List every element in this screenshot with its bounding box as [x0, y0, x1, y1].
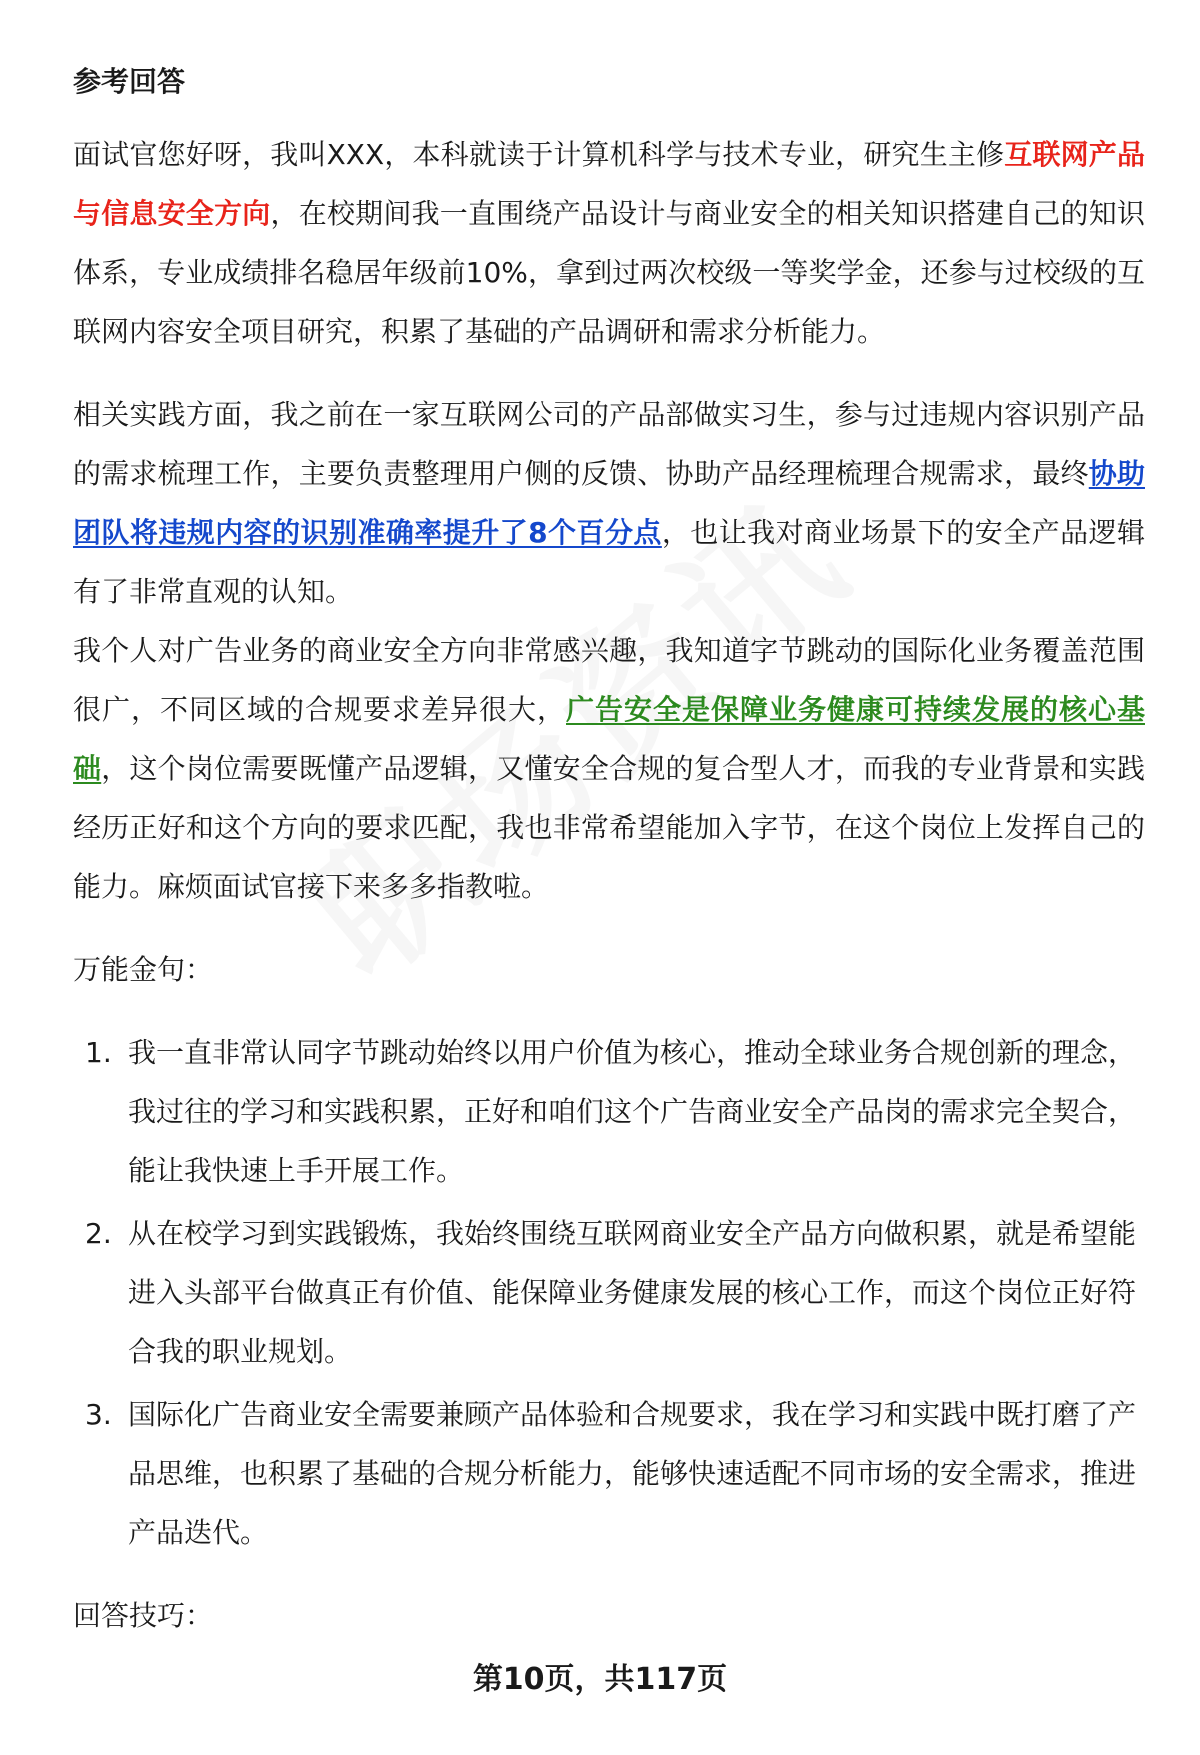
- interest-text-2: ，这个岗位需要既懂产品逻辑，又懂安全合规的复合型人才，而我的专业背景和实践经历正好和这个方向的要求匹配，我也非常希望能加入字节，在这个岗位上发挥自己的能力。麻烦面试官接下来多多指教啦。: [73, 752, 1145, 903]
- practice-highlight: 协助团队将违规内容的识别准确率提升了8个百分点: [73, 457, 1145, 549]
- list-item-text: 国际化广告商业安全需要兼顾产品体验和合规要求，我在学习和实践中既打磨了产品思维，也积累了基础的合规分析能力，能够快速适配不同市场的安全需求，推进产品迭代。: [128, 1398, 1137, 1549]
- practice-paragraph: [73, 385, 1145, 621]
- intro-text-1: 面试官您好呀，我叫XXX，本科就读于计算机科学与技术专业，研究生主修: [73, 138, 1005, 171]
- phrases-list: [73, 1023, 1145, 1562]
- list-item: [73, 1204, 1145, 1381]
- page-number: 第10页，共117页: [472, 1662, 728, 1697]
- list-item-text: 从在校学习到实践锻炼，我始终围绕互联网商业安全产品方向做积累，就是希望能进入头部平台做真正有价值、能保障业务健康发展的核心工作，而这个岗位正好符合我的职业规划。: [128, 1217, 1137, 1368]
- list-item: [73, 1385, 1145, 1562]
- interest-text-1: 我个人对广告业务的商业安全方向非常感兴趣，我知道字节跳动的国际化业务覆盖范围很广，不同区域的合规要求差异很大，: [73, 634, 1145, 726]
- intro-text-2: ，在校期间我一直围绕产品设计与商业安全的相关知识搭建自己的知识体系，专业成绩排名稳居年级前10%，拿到过两次校级一等奖学金，还参与过校级的互联网内容安全项目研究，积累了基础的产品调研和需求分析能力。: [73, 197, 1145, 348]
- list-item-number: 3.: [85, 1398, 112, 1431]
- interest-highlight: 广告安全是保障业务健康可持续发展的核心基础: [73, 693, 1145, 785]
- list-item-text: 我一直非常认同字节跳动始终以用户价值为核心，推动全球业务合规创新的理念，我过往的学习和实践积累，正好和咱们这个广告商业安全产品岗的需求完全契合，能让我快速上手开展工作。: [128, 1036, 1137, 1187]
- answer-content: [73, 52, 1145, 1645]
- interest-paragraph: [73, 621, 1145, 916]
- intro-highlight: 互联网产品与信息安全方向: [73, 138, 1145, 230]
- practice-text-2: ，也让我对商业场景下的安全产品逻辑有了非常直观的认知。: [73, 516, 1145, 608]
- section-heading: 参考回答: [73, 65, 186, 98]
- list-item: [73, 1023, 1145, 1200]
- phrases-title: 万能金句：: [73, 953, 214, 986]
- practice-text-1: 相关实践方面，我之前在一家互联网公司的产品部做实习生，参与过违规内容识别产品的需求梳理工作，主要负责整理用户侧的反馈、协助产品经理梳理合规需求，最终: [73, 398, 1145, 490]
- intro-paragraph: [73, 125, 1145, 361]
- list-item-number: 1.: [85, 1036, 112, 1069]
- list-item-number: 2.: [85, 1217, 112, 1250]
- tips-title: 回答技巧：: [73, 1599, 214, 1632]
